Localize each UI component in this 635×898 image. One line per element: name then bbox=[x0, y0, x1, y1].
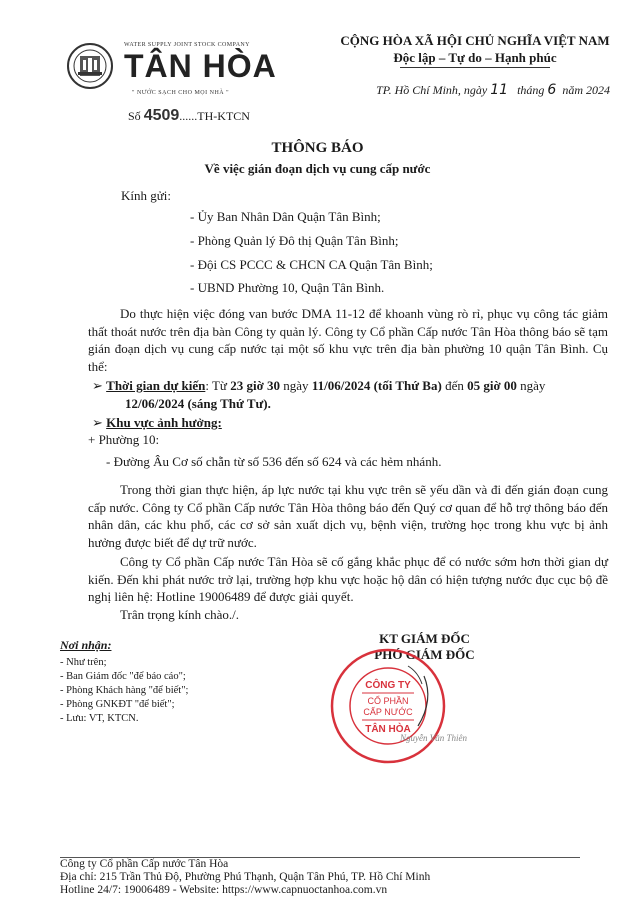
distribution-item: - Như trên; bbox=[60, 657, 107, 668]
date-month: 6 bbox=[547, 82, 557, 98]
signer-name: Nguyễn Văn Thiên bbox=[400, 733, 467, 743]
document-number-value: 4509 bbox=[143, 107, 180, 124]
recipient-item: - Phòng Quản lý Đô thị Quận Tân Bình; bbox=[190, 233, 399, 248]
recipients-label: Kính gửi: bbox=[121, 188, 172, 203]
signature-title: KT GIÁM ĐỐC bbox=[379, 631, 470, 646]
time-end-date: 12/06/2024 (sáng Thứ Tư). bbox=[125, 396, 271, 411]
ward-label: + Phường 10: bbox=[88, 432, 160, 447]
svg-text:TÂN HÒA: TÂN HÒA bbox=[365, 724, 411, 735]
closing-line: Trân trọng kính chào./. bbox=[120, 607, 240, 622]
recipients-list-title: Nơi nhận: bbox=[60, 638, 112, 652]
time-block: ➢ Thời gian dự kiến: Từ 23 giờ 30 ngày 11/06/2024 (tối Thứ Ba) đến 05 giờ 00 ngày bbox=[92, 378, 546, 393]
svg-text:CÔNG TY: CÔNG TY bbox=[365, 680, 411, 691]
time-label: Thời gian dự kiến bbox=[106, 378, 206, 393]
company-logo bbox=[66, 40, 277, 102]
area-label: Khu vực ảnh hưởng: bbox=[106, 415, 222, 430]
logo-company-english: WATER SUPPLY JOINT STOCK COMPANY bbox=[124, 42, 250, 48]
document-number: Số 4509......TH-KTCN bbox=[128, 107, 250, 124]
area-block: ➢ Khu vực ảnh hưởng: bbox=[92, 415, 222, 430]
distribution-item: - Lưu: VT, KTCN. bbox=[60, 713, 139, 724]
distribution-item: - Ban Giám đốc "để báo cáo"; bbox=[60, 671, 186, 682]
intro-paragraph: Do thực hiện việc đóng van bước DMA 11-12 để khoanh vùng rò rỉ, phục vụ công tác giảm thất thoát nước trên địa bàn Công ty quản lý. Công ty Cổ phần Cấp nước Tân Hòa thông báo sẽ tạm gián đoạn dịch vụ cung cấp nước tại một số khu vực trên địa bàn phường 10 quận Tân Bình. Cụ thể: bbox=[88, 306, 608, 374]
logo-company-name: TÂN HÒA bbox=[124, 48, 277, 84]
national-motto: Độc lập – Tự do – Hạnh phúc bbox=[393, 50, 557, 65]
document-title: THÔNG BÁO bbox=[271, 140, 364, 156]
footer-company: Công ty Cổ phần Cấp nước Tân Hòa bbox=[60, 858, 229, 870]
document-subtitle: Về việc gián đoạn dịch vụ cung cấp nước bbox=[204, 161, 431, 176]
svg-text:CẤP NƯỚC: CẤP NƯỚC bbox=[363, 707, 413, 717]
recipient-item: - Ủy Ban Nhân Dân Quận Tân Bình; bbox=[190, 209, 381, 224]
street-item: - Đường Âu Cơ số chẵn từ số 536 đến số 624 và các hẻm nhánh. bbox=[106, 454, 442, 469]
issue-date: TP. Hồ Chí Minh, ngày 11 tháng 6 năm 2024 bbox=[376, 82, 610, 98]
distribution-item: - Phòng Khách hàng "để biết"; bbox=[60, 685, 189, 696]
distribution-item: - Phòng GNKĐT "để biết"; bbox=[60, 699, 175, 710]
water-tower-emblem-icon bbox=[66, 42, 114, 90]
company-stamp-icon bbox=[328, 646, 448, 766]
recipient-item: - Đội CS PCCC & CHCN CA Quận Tân Bình; bbox=[190, 257, 433, 272]
nation-title: CỘNG HÒA XÃ HỘI CHỦ NGHĨA VIỆT NAM bbox=[340, 33, 610, 48]
date-day: 11 bbox=[490, 82, 509, 98]
footer-address: Địa chỉ: 215 Trần Thủ Độ, Phường Phú Thạnh, Quận Tân Phú, TP. Hồ Chí Minh bbox=[60, 871, 431, 883]
signature-role: PHÓ GIÁM ĐỐC bbox=[374, 647, 475, 662]
footer-hotline: Hotline 24/7: 19006489 - Website: https://www.capnuoctanhoa.com.vn bbox=[60, 884, 388, 896]
impact-paragraph: Trong thời gian thực hiện, áp lực nước tại khu vực trên sẽ yếu dần và đi đến gián đoạn cung cấp nước. Công ty Cổ phần Cấp nước Tân Hòa thông báo đến Quý cơ quan để hỗ trợ thông báo đến nhân dân, các khu phố, các cơ sở sản xuất dịch vụ, bệnh viện, trường học trong khu vực bị ảnh hưởng được biết để dự trữ nước. bbox=[88, 482, 608, 550]
recipient-item: - UBND Phường 10, Quận Tân Bình. bbox=[190, 280, 385, 295]
svg-text:CỔ PHẦN: CỔ PHẦN bbox=[367, 696, 409, 706]
hotline-paragraph: Công ty Cổ phần Cấp nước Tân Hòa sẽ cố gắng khắc phục để có nước sớm hơn thời gian dự kiến. Đến khi phát nước trở lại, trường hợp khu vực hoặc hộ dân có hiện tượng nước đục cục bộ đề nghị liên hệ: Hotline 19006489 để được giải quyết. bbox=[88, 554, 608, 604]
logo-slogan: " NƯỚC SẠCH CHO MỌI NHÀ " bbox=[132, 90, 230, 96]
motto-underline bbox=[400, 67, 550, 68]
